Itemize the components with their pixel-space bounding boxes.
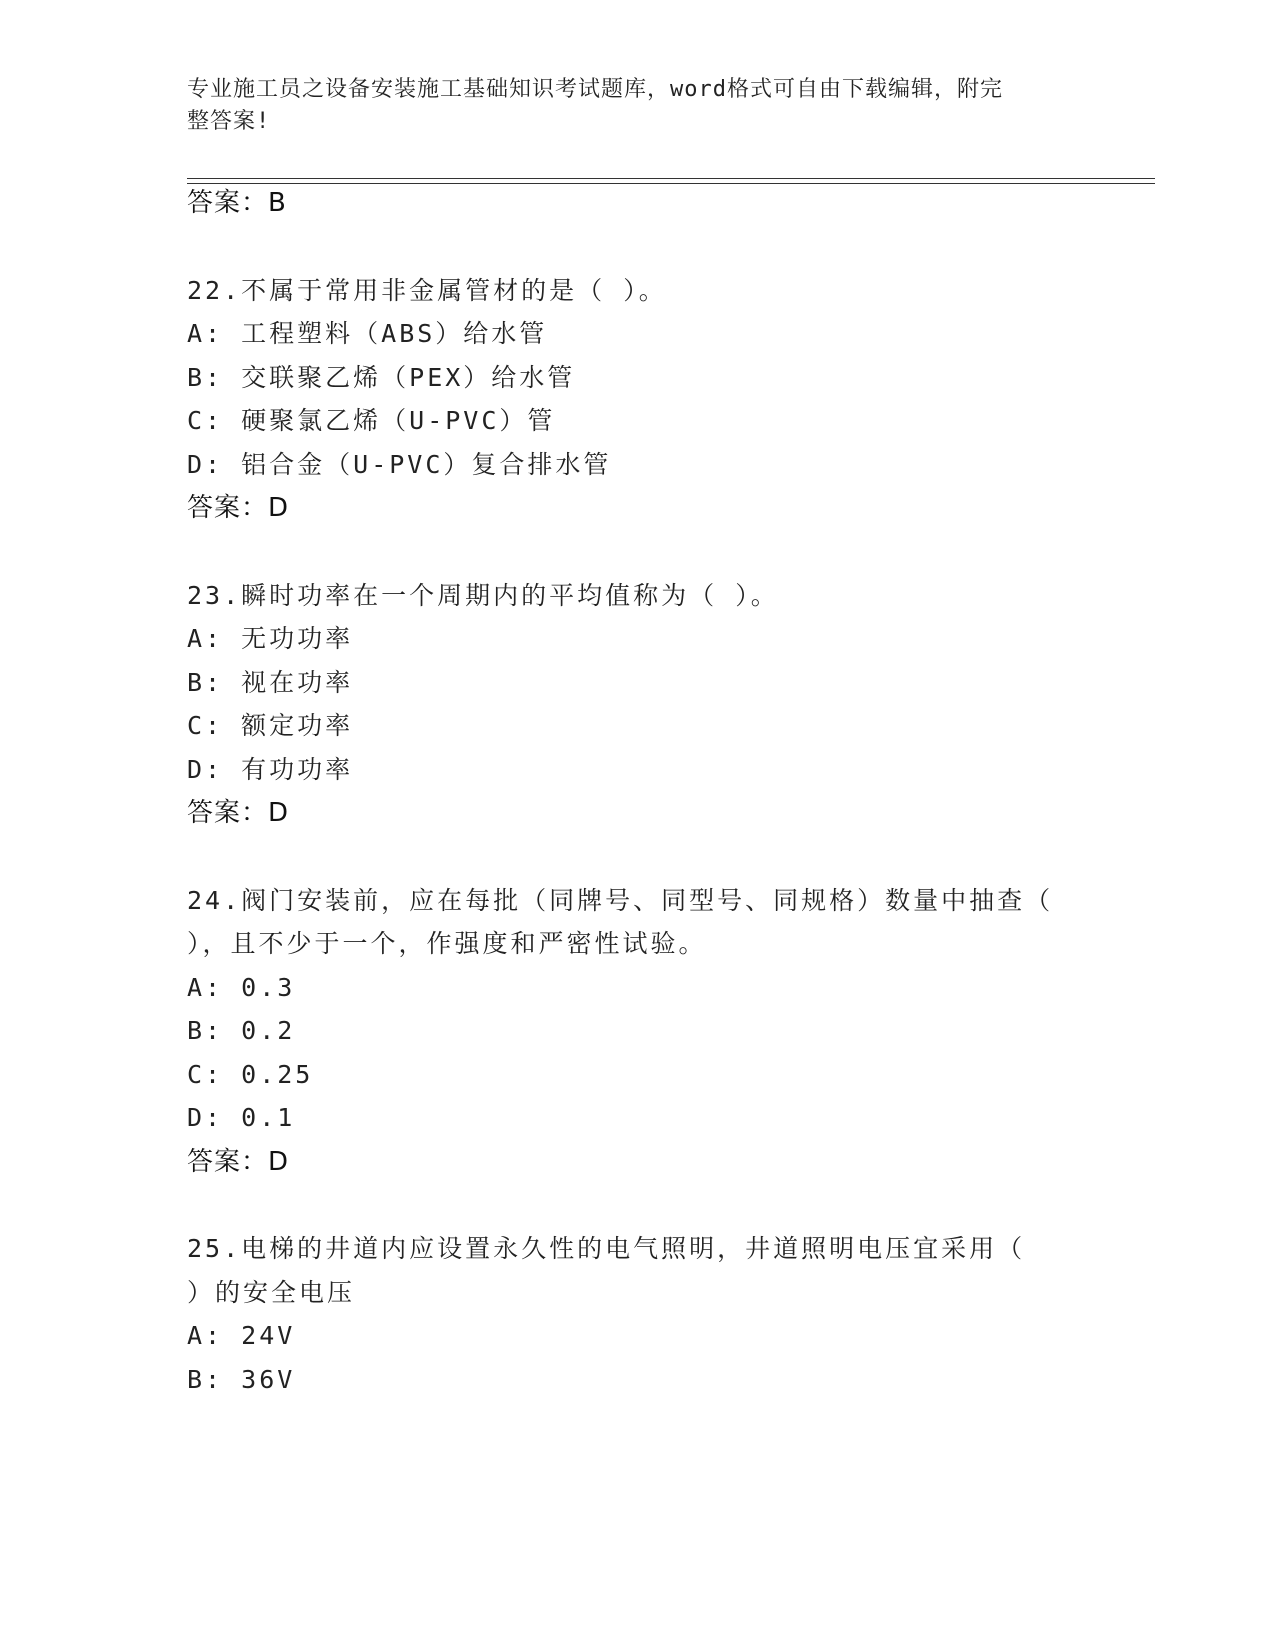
question-23-option-a: A: 无功功率 (187, 624, 354, 653)
question-24-option-a: A: 0.3 (187, 973, 296, 1002)
header-divider-top (187, 178, 1155, 179)
header-line-1: 专业施工员之设备安装施工基础知识考试题库，word格式可自由下载编辑，附完 (187, 77, 1003, 102)
header-divider-bottom (187, 183, 1155, 184)
question-24-option-c: C: 0.25 (187, 1060, 314, 1089)
header-line-2: 整答案! (187, 109, 271, 134)
question-24-stem-line-1: 24.阀门安装前，应在每批（同牌号、同型号、同规格）数量中抽查（ (187, 886, 1054, 915)
question-23-option-b: B: 视在功率 (187, 668, 354, 697)
question-23-option-c: C: 额定功率 (187, 711, 354, 740)
question-24-stem-line-2: ），且不少于一个，作强度和严密性试验。 (187, 929, 707, 958)
question-24-option-b: B: 0.2 (187, 1016, 296, 1045)
question-25-option-a: A: 24V (187, 1321, 296, 1350)
question-22-option-c: C: 硬聚氯乙烯（U-PVC）管 (187, 406, 556, 435)
question-25-option-b: B: 36V (187, 1365, 296, 1394)
previous-answer: 答案：B (187, 188, 287, 218)
question-22-answer: 答案：D (187, 493, 290, 523)
question-24-option-d: D: 0.1 (187, 1103, 296, 1132)
question-22-option-a: A: 工程塑料（ABS）给水管 (187, 319, 548, 348)
question-22-stem: 22.不属于常用非金属管材的是（ ）。 (187, 276, 667, 305)
question-23-stem: 23.瞬时功率在一个周期内的平均值称为（ ）。 (187, 581, 779, 610)
question-22-option-b: B: 交联聚乙烯（PEX）给水管 (187, 363, 576, 392)
question-23-answer: 答案：D (187, 798, 290, 828)
question-25-stem-line-2: ）的安全电压 (187, 1278, 356, 1307)
question-24-answer: 答案：D (187, 1147, 290, 1177)
question-23-option-d: D: 有功功率 (187, 755, 354, 784)
document-header (187, 74, 1067, 138)
question-22-option-d: D: 铝合金（U-PVC）复合排水管 (187, 450, 612, 479)
question-25-stem-line-1: 25.电梯的井道内应设置永久性的电气照明，井道照明电压宜采用（ (187, 1234, 1026, 1263)
